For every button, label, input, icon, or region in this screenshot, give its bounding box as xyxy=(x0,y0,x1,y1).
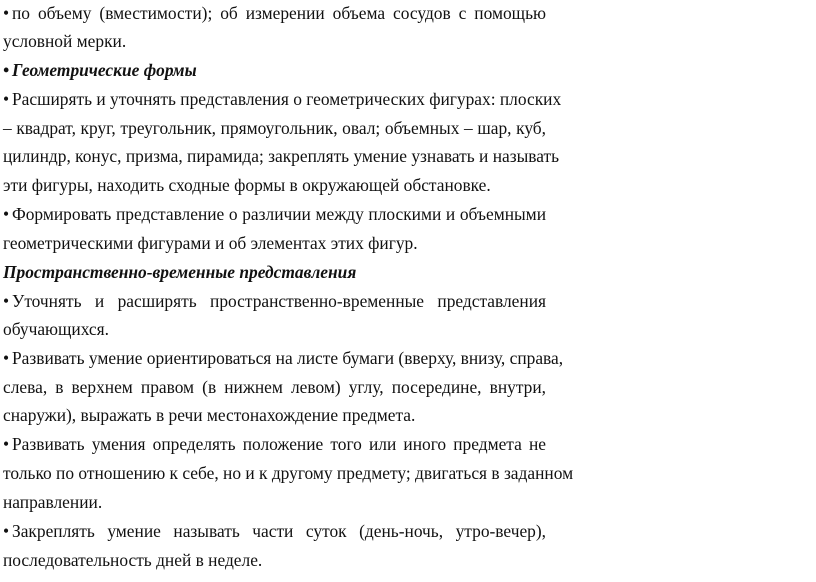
bullet-marker: • xyxy=(3,204,10,224)
bullet-marker: • xyxy=(3,89,10,109)
text-line-6: цилиндр, конус, призма, пирамида; закреплять умение узнавать и называть xyxy=(3,146,560,166)
bullet-marker: • xyxy=(3,60,10,80)
bullet-marker: • xyxy=(3,434,10,454)
text-line-5: – квадрат, круг, треугольник, прямоугольник, овал; объемных – шар, куб, xyxy=(3,118,546,138)
section-heading-spatial-temporal: Пространственно-временные представления xyxy=(3,262,357,282)
text-line-19: • Закреплять умение называть части суток (день-ночь, утро-вечер), xyxy=(3,521,546,541)
text-line-20: последовательность дней в неделе. xyxy=(3,550,263,570)
text-line-17: только по отношению к себе, но и к другому предмету; двигаться в заданном xyxy=(3,463,574,483)
text-line-12: обучающихся. xyxy=(3,319,109,339)
text-line-16: • Развивать умения определять положение того или иного предмета не xyxy=(3,434,546,454)
bullet-marker: • xyxy=(3,291,10,311)
text-line-2: условной мерки. xyxy=(3,31,127,51)
text-line-1: • по объему (вместимости); об измерении объема сосудов с помощью xyxy=(3,3,546,23)
text-line-9: геометрическими фигурами и об элементах этих фигур. xyxy=(3,233,418,253)
text-line-4: • Расширять и уточнять представления о геометрических фигурах: плоских xyxy=(3,89,562,109)
bullet-marker: • xyxy=(3,348,10,368)
text-line-11: • Уточнять и расширять пространственно-временные представления xyxy=(3,291,546,311)
bullet-marker: • xyxy=(3,521,10,541)
text-line-13: • Развивать умение ориентироваться на листе бумаги (вверху, внизу, справа, xyxy=(3,348,564,368)
text-line-14: слева, в верхнем правом (в нижнем левом) углу, посередине, внутри, xyxy=(3,377,546,397)
text-line-18: направлении. xyxy=(3,492,103,512)
text-line-15: снаружи), выражать в речи местонахождение предмета. xyxy=(3,405,416,425)
section-heading-geometric-shapes: • Геометрические формы xyxy=(3,60,197,80)
bullet-marker: • xyxy=(3,3,10,23)
text-line-7: эти фигуры, находить сходные формы в окружающей обстановке. xyxy=(3,175,491,195)
text-line-8: • Формировать представление о различии между плоскими и объемными xyxy=(3,204,546,224)
